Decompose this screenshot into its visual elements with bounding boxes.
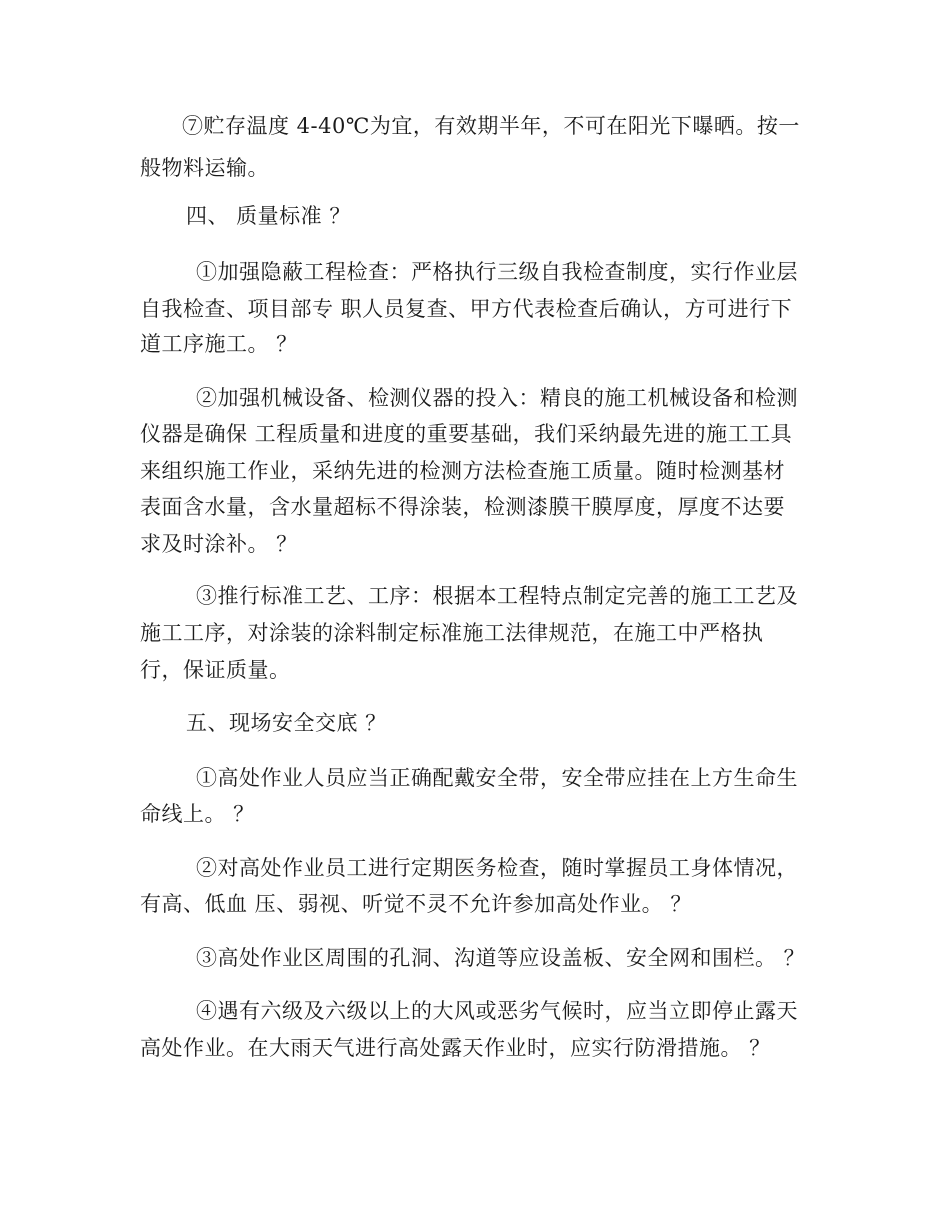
text-line: 命线上。 ？	[140, 802, 255, 826]
text-line: 来组织施工作业，采纳先进的检测方法检查施工质量。随时检测基材	[140, 459, 785, 483]
text-line: 表面含水量，含水量超标不得涂装，检测漆膜干膜厚度，厚度不达要	[140, 495, 785, 519]
text-line: 高处作业。在大雨天气进行高处露天作业时，应实行防滑措施。 ？	[140, 1036, 771, 1060]
text-line: ①加强隐蔽工程检查：严格执行三级自我检查制度，实行作业层	[196, 260, 798, 284]
text-line: ①高处作业人员应当正确配戴安全带，安全带应挂在上方生命生	[196, 766, 798, 790]
text-line: 行，保证质量。	[140, 658, 291, 682]
text-line: ②对高处作业员工进行定期医务检查，随时掌握员工身体情况，	[196, 856, 798, 880]
text-line: 施工工序，对涂装的涂料制定标准施工法律规范，在施工中严格执	[140, 621, 764, 645]
text-line: ④遇有六级及六级以上的大风或恶劣气候时，应当立即停止露天	[196, 999, 798, 1023]
text-line: ⑦贮存温度 4-40℃为宜，有效期半年，不可在阳光下曝晒。按一	[182, 114, 800, 138]
text-line: 道工序施工。 ？	[140, 332, 298, 356]
text-line: 自我检查、项目部专 职人员复查、甲方代表检查后确认，方可进行下	[140, 297, 793, 321]
text-line: 有高、低血 压、弱视、听觉不灵不允许参加高处作业。 ？	[140, 892, 692, 916]
text-line: 仪器是确保 工程质量和进度的重要基础，我们采纳最先进的施工工具	[140, 422, 793, 446]
text-line: 般物料运输。	[140, 156, 269, 180]
text-line: ③高处作业区周围的孔洞、沟道等应设盖板、安全网和围栏。 ？	[196, 946, 806, 970]
text-line: ③推行标准工艺、工序：根据本工程特点制定完善的施工工艺及	[196, 584, 798, 608]
section-heading-safety: 五、现场安全交底 ？	[186, 711, 387, 735]
text-line: 求及时涂补。 ？	[140, 532, 298, 556]
section-heading-quality: 四、 质量标准 ？	[186, 204, 351, 228]
text-line: ②加强机械设备、检测仪器的投入：精良的施工机械设备和检测	[196, 386, 798, 410]
